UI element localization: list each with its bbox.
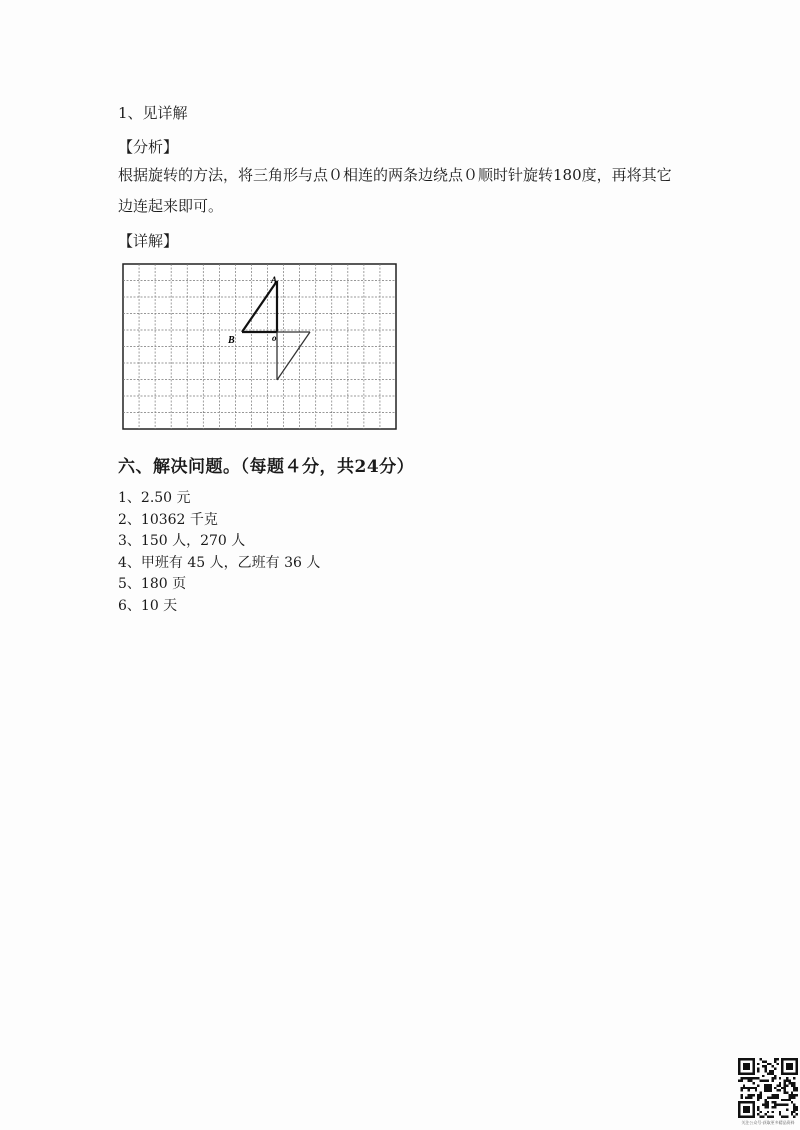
rotation-grid-figure [122, 263, 398, 431]
answers-list [118, 488, 320, 617]
point-label-a: A [271, 275, 278, 285]
answer-item: 3、150 人，270 人 [118, 533, 246, 549]
point-label-o: o [272, 333, 277, 343]
answer-item: 5、180 页 [118, 576, 187, 592]
answer-item: 1、2.50 元 [118, 490, 191, 506]
answer-item: 2、10362 千克 [118, 511, 218, 528]
point-label-b: B [228, 335, 235, 346]
analysis-tag: 【分析】 [118, 138, 179, 156]
answer-item: 6、10 天 [118, 597, 178, 614]
qr-code-icon [738, 1058, 798, 1118]
item-label: 1、见详解 [118, 104, 188, 122]
detail-tag: 【详解】 [118, 232, 179, 250]
answer-item: 4、甲班有 45 人，乙班有 36 人 [118, 554, 321, 571]
section-six-heading: 六、解决问题。（每题４分，共24分） [118, 457, 415, 477]
qr-caption: 关注公众号·获取更多精品资料 [741, 1120, 795, 1125]
analysis-text: 根据旋转的方法，将三角形与点０相连的两条边绕点０顺时针旋转180度，再将其它边连起来即可。 [118, 166, 672, 215]
